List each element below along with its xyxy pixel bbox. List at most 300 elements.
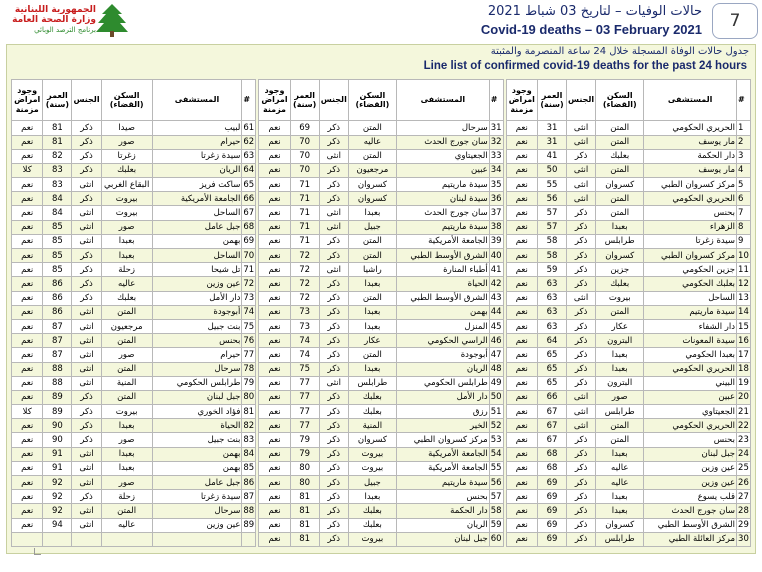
cell-sex: انثى (319, 376, 348, 390)
column-header-age: العمر (سنة) (43, 80, 72, 121)
cell-age: 86 (43, 291, 72, 305)
cell-idx: 45 (489, 319, 503, 333)
cell-hospital: سان جورج الحدث (396, 206, 489, 220)
cell-chronic: نعم (259, 220, 290, 234)
cell-chronic: نعم (259, 163, 290, 177)
cell-age: 80 (290, 461, 319, 475)
cell-age: 55 (537, 178, 566, 192)
cell-residence: بعلبك (348, 390, 396, 404)
cell-hospital: الجامعة الأمريكية (152, 192, 242, 206)
column-header-idx: # (737, 80, 751, 121)
column-header-hospital: المستشفى (644, 80, 737, 121)
cell-chronic: نعم (506, 263, 537, 277)
cell-hospital: سيدة المعونات (644, 334, 737, 348)
cell-residence: بعلبك (101, 291, 152, 305)
cell-age: 71 (290, 192, 319, 206)
cell-chronic: نعم (506, 305, 537, 319)
cell-chronic: نعم (12, 220, 43, 234)
cell-idx: 56 (489, 476, 503, 490)
cell-chronic: نعم (259, 206, 290, 220)
cell-chronic: نعم (506, 178, 537, 192)
cell-idx: 9 (737, 234, 751, 248)
cell-hospital: الزهراء (644, 220, 737, 234)
logo-line1: الجمهورية اللبنانية (14, 5, 96, 15)
cell-sex: ذكر (567, 348, 596, 362)
cell-sex: انثى (567, 135, 596, 149)
cell-hospital: جزين الحكومي (644, 263, 737, 277)
table-row (506, 192, 750, 206)
cell-chronic: نعم (506, 348, 537, 362)
cell-hospital: رزق (396, 405, 489, 419)
table-row (12, 447, 256, 461)
cell-age: 81 (43, 121, 72, 135)
cell-residence: بيروت (101, 192, 152, 206)
cell-residence: صور (101, 476, 152, 490)
table-header-row (259, 80, 503, 121)
table-row (12, 334, 256, 348)
table-row (12, 220, 256, 234)
cell-sex: ذكر (567, 362, 596, 376)
cell-hospital: أبوجودة (396, 348, 489, 362)
cell-idx: 83 (242, 433, 256, 447)
cell-idx: 72 (242, 277, 256, 291)
cell-hospital: بحنس (644, 433, 737, 447)
column-header-idx: # (242, 80, 256, 121)
cell-sex: ذكر (72, 490, 101, 504)
cell-sex: انثى (72, 447, 101, 461)
table-row (506, 305, 750, 319)
cell-chronic: نعم (12, 447, 43, 461)
cell-chronic: نعم (259, 518, 290, 532)
cell-chronic: نعم (259, 277, 290, 291)
cell-idx: 22 (737, 419, 751, 433)
table-row (506, 263, 750, 277)
cell-age: 74 (290, 334, 319, 348)
cell-residence: المتن (596, 135, 644, 149)
cell-hospital: بنت جبيل (152, 433, 242, 447)
cell-residence: عاليه (596, 476, 644, 490)
cell-chronic: نعم (12, 461, 43, 475)
table-row (12, 504, 256, 518)
cell-sex: ذكر (567, 490, 596, 504)
cell-idx: 80 (242, 390, 256, 404)
cell-chronic: نعم (506, 121, 537, 135)
cell-age: 81 (43, 135, 72, 149)
cell-residence: صيدا (101, 121, 152, 135)
cell-chronic: نعم (506, 532, 537, 546)
cell-hospital: سان جورج الحدث (644, 504, 737, 518)
cell-chronic: نعم (259, 447, 290, 461)
cell-age: 63 (537, 277, 566, 291)
ministry-logo (4, 2, 130, 40)
cell-sex: انثى (567, 163, 596, 177)
cell-age: 69 (537, 476, 566, 490)
cell-residence: كسروان (348, 178, 396, 192)
header (0, 0, 762, 42)
cell-sex: ذكر (567, 220, 596, 234)
cell-idx: 40 (489, 249, 503, 263)
cell-age: 84 (43, 206, 72, 220)
cell-hospital: سيدة ماريتيم (396, 220, 489, 234)
cell-sex: ذكر (72, 121, 101, 135)
cell-residence: جزين (596, 263, 644, 277)
cell-age: 71 (290, 220, 319, 234)
cell-age (43, 532, 72, 546)
cell-chronic: نعم (506, 220, 537, 234)
cell-chronic: نعم (259, 334, 290, 348)
cell-sex: ذكر (319, 121, 348, 135)
cell-residence: طرابلس (596, 405, 644, 419)
cell-idx: 18 (737, 362, 751, 376)
table-row (259, 518, 503, 532)
cell-idx: 66 (242, 192, 256, 206)
cell-idx: 21 (737, 405, 751, 419)
deaths-table-2 (258, 79, 503, 547)
table-row (259, 178, 503, 192)
cell-residence: طرابلس (596, 234, 644, 248)
cell-sex: ذكر (72, 419, 101, 433)
table-row (506, 291, 750, 305)
cell-hospital: أبوجودة (152, 305, 242, 319)
cell-sex: ذكر (319, 291, 348, 305)
cell-residence: بعبدا (596, 504, 644, 518)
cell-residence: المتن (101, 334, 152, 348)
cell-sex: ذكر (319, 277, 348, 291)
cell-sex: ذكر (319, 504, 348, 518)
table-row (259, 234, 503, 248)
cell-chronic: كلا (12, 163, 43, 177)
table-row (12, 419, 256, 433)
cell-sex: انثى (567, 390, 596, 404)
cell-residence: المتن (348, 121, 396, 135)
column-header-age: العمر (سنة) (290, 80, 319, 121)
cell-idx: 23 (737, 433, 751, 447)
table-row (12, 206, 256, 220)
cell-hospital: بهمن (152, 461, 242, 475)
column-header-residence: السكن (القضاء) (348, 80, 396, 121)
cell-idx: 20 (737, 390, 751, 404)
cell-idx: 53 (489, 433, 503, 447)
cell-sex: ذكر (319, 163, 348, 177)
logo-line2: وزارة الصحة العامة (12, 15, 96, 25)
cell-hospital: حيرام (152, 348, 242, 362)
cell-hospital: سيدة ماريتيم (644, 305, 737, 319)
table-row (506, 532, 750, 546)
cell-sex: ذكر (567, 461, 596, 475)
cell-sex: ذكر (72, 390, 101, 404)
cell-hospital: طرابلس الحكومي (152, 376, 242, 390)
table-row (506, 447, 750, 461)
cell-idx: 46 (489, 334, 503, 348)
cell-residence: صور (101, 220, 152, 234)
cell-sex: ذكر (319, 135, 348, 149)
cell-hospital: مار يوسف (644, 163, 737, 177)
cell-residence: بعبدا (596, 362, 644, 376)
cell-residence: المتن (596, 206, 644, 220)
cell-hospital: الشرق الأوسط الطبي (396, 249, 489, 263)
column-header-chronic: وجود امراض مزمنة (12, 80, 43, 121)
cell-idx: 48 (489, 362, 503, 376)
cell-age: 65 (537, 362, 566, 376)
table-row (12, 149, 256, 163)
cedar-tree-icon (94, 2, 130, 38)
cell-sex: ذكر (567, 532, 596, 546)
cell-age: 65 (537, 376, 566, 390)
table-row (12, 348, 256, 362)
cell-sex: ذكر (72, 135, 101, 149)
cell-age: 66 (537, 390, 566, 404)
table-row (506, 405, 750, 419)
cell-idx (242, 532, 256, 546)
table-row (12, 490, 256, 504)
cell-hospital: سرحال (152, 362, 242, 376)
cell-sex: ذكر (567, 334, 596, 348)
cell-residence: المتن (596, 305, 644, 319)
table-row (259, 291, 503, 305)
cell-idx: 70 (242, 249, 256, 263)
cell-hospital: الساحل (152, 206, 242, 220)
cell-hospital: مركز العائلة الطبي (644, 532, 737, 546)
cell-residence: بعبدا (101, 234, 152, 248)
cell-age: 72 (290, 277, 319, 291)
cell-chronic: نعم (506, 277, 537, 291)
cell-residence: بعبدا (596, 348, 644, 362)
cell-chronic: نعم (259, 390, 290, 404)
cell-idx: 14 (737, 305, 751, 319)
table-row (506, 419, 750, 433)
cell-residence: المتن (101, 362, 152, 376)
cell-sex: انثى (72, 305, 101, 319)
cell-age: 90 (43, 433, 72, 447)
table-row (259, 319, 503, 333)
cell-chronic: نعم (12, 319, 43, 333)
cell-sex: ذكر (319, 532, 348, 546)
cell-idx: 67 (242, 206, 256, 220)
cell-idx: 84 (242, 447, 256, 461)
cell-hospital: سيدة ماريتيم (396, 476, 489, 490)
cell-hospital: مركز كسروان الطبي (396, 433, 489, 447)
cell-residence: صور (596, 390, 644, 404)
cell-residence: المتن (596, 121, 644, 135)
cell-age: 72 (290, 249, 319, 263)
cell-age: 56 (537, 192, 566, 206)
column-header-hospital: المستشفى (152, 80, 242, 121)
cell-age: 69 (537, 504, 566, 518)
cell-idx: 57 (489, 490, 503, 504)
cell-idx: 43 (489, 291, 503, 305)
table-row (12, 178, 256, 192)
cell-sex: انثى (567, 178, 596, 192)
cell-idx: 71 (242, 263, 256, 277)
cell-chronic (12, 532, 43, 546)
cell-residence: عكار (596, 319, 644, 333)
cell-hospital: بعلبك الحكومي (644, 277, 737, 291)
cell-residence: مرجعيون (101, 319, 152, 333)
cell-idx: 35 (489, 178, 503, 192)
cell-residence: بعبدا (348, 277, 396, 291)
cell-residence: المتن (348, 149, 396, 163)
table-row (259, 362, 503, 376)
cell-hospital: الجامعة الأمريكية (396, 461, 489, 475)
cell-residence: البقاع الغربي (101, 178, 152, 192)
table-row (259, 490, 503, 504)
cell-chronic: نعم (506, 149, 537, 163)
table-header-row (506, 80, 750, 121)
cell-chronic: نعم (506, 163, 537, 177)
cell-hospital: الريان (396, 518, 489, 532)
table-row (259, 447, 503, 461)
cell-hospital: الحريري الحكومي (644, 121, 737, 135)
table-row (506, 390, 750, 404)
cell-idx: 12 (737, 277, 751, 291)
cell-residence: عكار (348, 334, 396, 348)
cell-residence: بعلبك (348, 518, 396, 532)
cell-sex: ذكر (72, 405, 101, 419)
cell-residence: بعبدا (101, 461, 152, 475)
cell-sex (72, 532, 101, 546)
cell-sex: ذكر (319, 192, 348, 206)
cell-age: 63 (537, 305, 566, 319)
cell-age: 84 (43, 192, 72, 206)
cell-idx: 58 (489, 504, 503, 518)
cell-residence: بيروت (348, 447, 396, 461)
cell-hospital: سيدة زغرتا (644, 234, 737, 248)
cell-idx: 2 (737, 135, 751, 149)
cell-chronic: نعم (12, 234, 43, 248)
column-header-idx: # (489, 80, 503, 121)
cell-idx: 39 (489, 234, 503, 248)
cell-idx: 17 (737, 348, 751, 362)
cell-hospital: أطباء المنارة (396, 263, 489, 277)
cell-residence: البترون (596, 334, 644, 348)
cell-age: 85 (43, 249, 72, 263)
cell-idx: 86 (242, 476, 256, 490)
table-row (259, 249, 503, 263)
cell-sex: ذكر (319, 461, 348, 475)
cell-idx: 15 (737, 319, 751, 333)
cell-sex: انثى (72, 334, 101, 348)
cell-hospital: سرحال (396, 121, 489, 135)
cell-age: 77 (290, 390, 319, 404)
cell-idx: 69 (242, 234, 256, 248)
cell-sex: ذكر (567, 206, 596, 220)
cell-sex: انثى (72, 178, 101, 192)
cell-hospital: عين وزين (644, 461, 737, 475)
cell-sex: ذكر (567, 504, 596, 518)
cell-hospital: جبل لبنان (396, 532, 489, 546)
cell-sex: انثى (319, 263, 348, 277)
cell-sex: ذكر (319, 305, 348, 319)
cell-hospital: سيدة ماريتيم (396, 178, 489, 192)
cell-sex: انثى (567, 405, 596, 419)
cell-chronic: نعم (259, 263, 290, 277)
cell-hospital: عين وزين (644, 476, 737, 490)
cell-residence: بعلبك (596, 149, 644, 163)
cell-residence: المتن (348, 234, 396, 248)
cell-residence: بعلبك (596, 277, 644, 291)
column-header-chronic: وجود امراض مزمنة (506, 80, 537, 121)
cell-residence: بعبدا (596, 447, 644, 461)
cell-sex: ذكر (567, 305, 596, 319)
cell-sex: انثى (72, 220, 101, 234)
cell-hospital: سرحال (152, 504, 242, 518)
cell-sex: ذكر (319, 334, 348, 348)
table-row (506, 348, 750, 362)
cell-sex: انثى (72, 319, 101, 333)
cell-residence: بعلبك (348, 504, 396, 518)
cell-age: 88 (43, 376, 72, 390)
cell-age: 83 (43, 163, 72, 177)
cell-sex: ذكر (567, 476, 596, 490)
cell-chronic: نعم (12, 518, 43, 532)
cell-residence: كسروان (596, 249, 644, 263)
table-row (259, 532, 503, 546)
cell-residence: صور (101, 135, 152, 149)
cell-chronic: نعم (259, 504, 290, 518)
cell-sex: ذكر (319, 362, 348, 376)
cell-hospital: الحياة (396, 277, 489, 291)
cell-age: 87 (43, 319, 72, 333)
cell-idx: 73 (242, 291, 256, 305)
cell-chronic: نعم (259, 476, 290, 490)
table-row (12, 405, 256, 419)
logo-text (12, 5, 96, 35)
cell-residence: المتن (596, 419, 644, 433)
cell-sex: ذكر (319, 518, 348, 532)
cell-residence: زحلة (101, 490, 152, 504)
cell-residence: المنية (348, 419, 396, 433)
cell-sex: ذكر (319, 234, 348, 248)
cell-residence: صور (101, 348, 152, 362)
cell-sex: ذكر (567, 319, 596, 333)
cell-chronic: نعم (12, 277, 43, 291)
cell-chronic: نعم (12, 433, 43, 447)
cell-chronic: نعم (12, 263, 43, 277)
cell-chronic: نعم (259, 135, 290, 149)
cell-age: 91 (43, 461, 72, 475)
cell-idx: 16 (737, 334, 751, 348)
caption-arabic: جدول حالات الوفاة المسجلة خلال 24 ساعة المنصرمة والمثبتة (490, 46, 749, 57)
cell-residence: بعلبك (348, 405, 396, 419)
cell-idx: 33 (489, 149, 503, 163)
cell-sex: ذكر (567, 447, 596, 461)
cell-hospital: دار الشفاء (644, 319, 737, 333)
cell-age: 63 (537, 319, 566, 333)
cell-sex: ذكر (567, 277, 596, 291)
cell-idx: 7 (737, 206, 751, 220)
cell-sex: ذكر (319, 476, 348, 490)
cell-sex: انثى (72, 362, 101, 376)
cell-sex: انثى (72, 376, 101, 390)
cell-idx: 89 (242, 518, 256, 532)
table-row (506, 476, 750, 490)
cell-chronic: نعم (259, 121, 290, 135)
cell-residence: بيروت (348, 532, 396, 546)
cell-age: 31 (537, 121, 566, 135)
cell-hospital: الساحل (152, 249, 242, 263)
cell-residence: المتن (348, 249, 396, 263)
cell-age: 81 (290, 490, 319, 504)
cell-hospital: الريان (152, 163, 242, 177)
table-row (259, 163, 503, 177)
cell-idx: 24 (737, 447, 751, 461)
cell-idx: 38 (489, 220, 503, 234)
table-row (506, 178, 750, 192)
cell-age: 63 (537, 291, 566, 305)
cell-chronic: نعم (506, 476, 537, 490)
cell-age: 89 (43, 390, 72, 404)
cell-hospital: بهمن (152, 234, 242, 248)
